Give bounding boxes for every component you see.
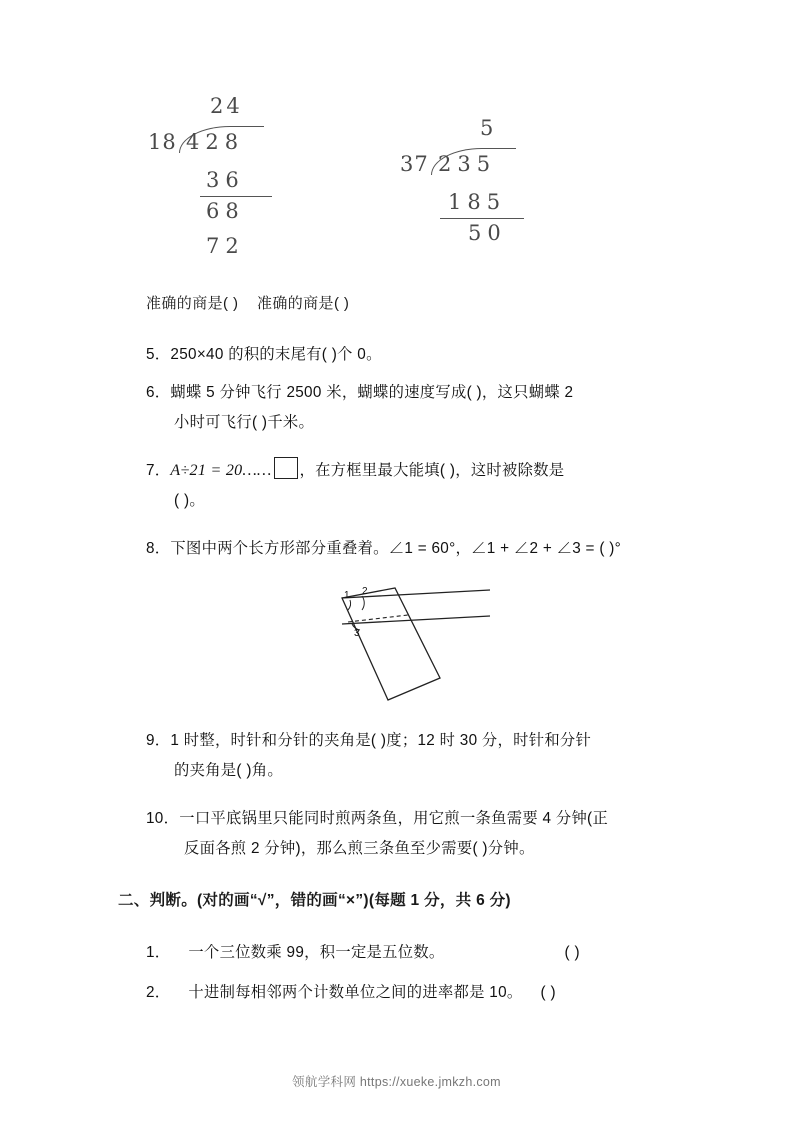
question-7-text-post: ，在方框里最大能填( )，这时被除数是 <box>299 462 565 479</box>
question-6-text-line2: 小时可飞行( )千米。 <box>174 414 315 431</box>
question-9-text-line1: 1 时整，时针和分针的夹角是( )度；12 时 30 分，时针和分针 <box>170 732 592 749</box>
question-10-number: 10． <box>146 810 180 827</box>
division-2-divisor: 37 <box>400 152 429 176</box>
question-7-text-line2: ( )。 <box>174 492 205 509</box>
angle-arc-2 <box>362 596 364 610</box>
question-10 <box>146 804 766 864</box>
long-division-area <box>0 96 793 286</box>
tilted-rectangle <box>342 588 440 700</box>
division-1-step-2: 68 <box>206 199 245 223</box>
question-5 <box>146 340 746 370</box>
division-2-rule <box>440 218 524 219</box>
tf-2-number: 2． <box>146 984 171 1001</box>
section-2-heading: 二、判断。(对的画“√”，错的画“×”)(每题 1 分，共 6 分) <box>118 892 511 909</box>
question-9-number: 9． <box>146 732 171 749</box>
angle-label-1: 1 <box>344 590 350 601</box>
true-false-item-1 <box>146 938 766 968</box>
question-6 <box>146 378 756 438</box>
answer-box-blank[interactable] <box>274 457 298 479</box>
division-1-dividend: 428 <box>186 130 245 154</box>
question-7-number: 7． <box>146 462 171 479</box>
angle-label-2: 2 <box>362 586 368 597</box>
question-8-number: 8． <box>146 540 171 557</box>
tf-1-number: 1． <box>146 944 171 961</box>
question-7 <box>146 456 756 516</box>
tf-2-text: 十进制每相邻两个计数单位之间的进率都是 10。 <box>188 984 523 1001</box>
division-captions <box>146 292 746 313</box>
tf-1-text: 一个三位数乘 99，积一定是五位数。 <box>188 944 445 961</box>
division-1-step-3: 72 <box>206 234 245 258</box>
question-5-text: 250×40 的积的末尾有( )个 0。 <box>170 346 382 363</box>
division-2-caption: 准确的商是( ) <box>256 295 350 312</box>
question-8-text: 下图中两个长方形部分重叠着。∠1 = 60°，∠1 + ∠2 + ∠3 = ( )° <box>170 540 622 557</box>
overlapping-rectangles-figure <box>300 580 540 715</box>
footer-watermark: 领航学科网 https://xueke.jmkzh.com <box>292 1075 501 1089</box>
division-2-dividend: 235 <box>438 152 497 176</box>
question-10-text-line1: 一口平底锅里只能同时煎两条鱼，用它煎一条鱼需要 4 分钟(正 <box>179 810 609 827</box>
division-1-rule <box>200 196 272 197</box>
tf-1-answer-blank[interactable]: ( ) <box>564 944 580 961</box>
division-2-step-1: 185 <box>448 190 507 214</box>
angle-label-3: 3 <box>354 628 360 639</box>
division-1-caption: 准确的商是( ) <box>146 295 239 312</box>
question-6-number: 6． <box>146 384 171 401</box>
figure-svg <box>300 580 540 715</box>
question-8 <box>146 534 766 564</box>
angle-arc-1 <box>348 600 351 610</box>
question-7-text-pre: A÷21 = 20…… <box>170 462 272 479</box>
question-9-text-line2: 的夹角是( )角。 <box>174 762 283 779</box>
true-false-item-2 <box>146 978 766 1008</box>
question-9 <box>146 726 766 786</box>
question-6-text-line1: 蝴蝶 5 分钟飞行 2500 米，蝴蝶的速度写成( )，这只蝴蝶 2 <box>170 384 574 401</box>
question-10-text-line2: 反面各煎 2 分钟)，那么煎三条鱼至少需要( )分钟。 <box>184 840 535 857</box>
division-1-divisor: 18 <box>148 130 177 154</box>
question-5-number: 5． <box>146 346 171 363</box>
division-1-step-1: 36 <box>206 168 245 192</box>
division-2-quotient: 5 <box>480 116 497 140</box>
tf-2-answer-blank[interactable]: ( ) <box>540 984 556 1001</box>
division-1-quotient: 24 <box>210 94 243 118</box>
division-2-step-2: 50 <box>468 221 507 245</box>
